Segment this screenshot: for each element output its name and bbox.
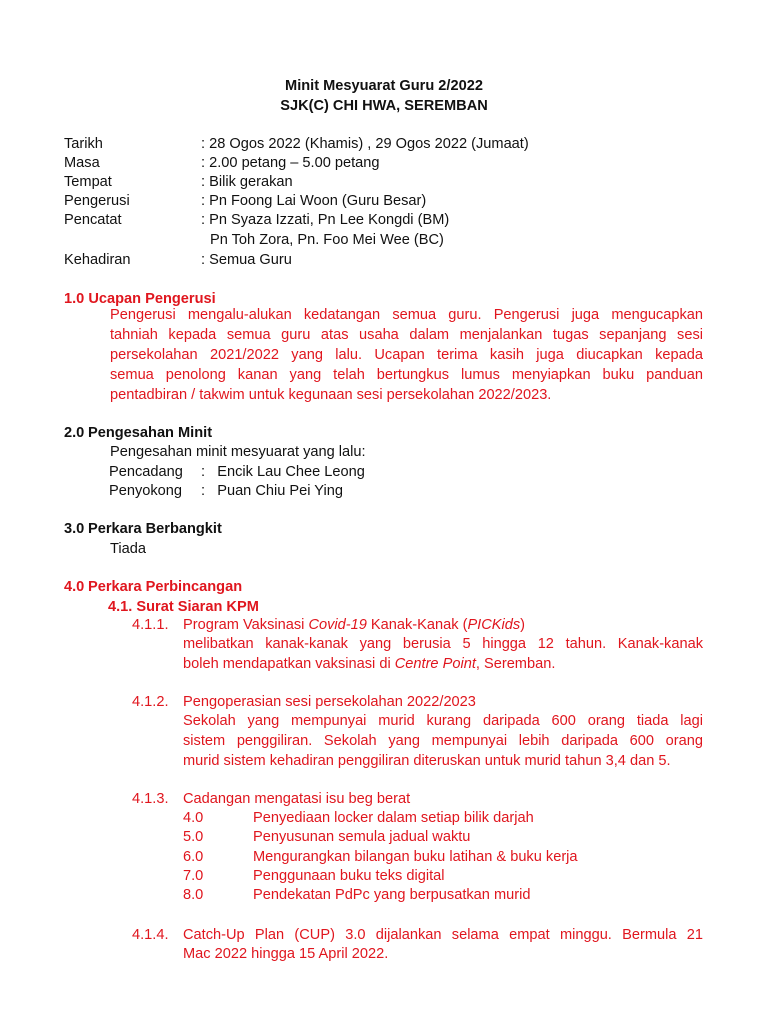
meta-value-pengerusi: : Pn Foong Lai Woon (Guru Besar) — [201, 193, 427, 209]
section-4-heading: Perkara Perbincangan — [88, 579, 243, 595]
item-4-1-1-text-part: , Seremban. — [475, 656, 556, 672]
list-item: Penggunaan buku teks digital — [253, 868, 445, 884]
pickids-term: PICKids — [467, 617, 521, 633]
meta-label-tarikh: Tarikh — [64, 136, 103, 152]
item-4-1-1-title — [183, 616, 525, 635]
section-4-number: 4.0 — [64, 579, 85, 595]
section-1-line: semua penolong kanan yang telah bertungkus lumus menyiapkan buku panduan — [110, 367, 703, 383]
item-4-1-1-title-part: Kanak-Kanak ( — [366, 617, 468, 633]
section-1-line: persekolahan 2021/2022 yang lalu. Ucapan terima kasih juga diucapkan kepada — [110, 347, 703, 363]
list-number: 4.0 — [183, 810, 204, 826]
list-number: 6.0 — [183, 849, 204, 865]
meta-value-pencatat-line2: Pn Toh Zora, Pn. Foo Mei Wee (BC) — [210, 232, 444, 248]
item-4-1-1-line — [183, 655, 555, 674]
list-item: Mengurangkan bilangan buku latihan & buku kerja — [253, 849, 578, 865]
meta-value-pencatat: : Pn Syaza Izzati, Pn Lee Kongdi (BM) — [201, 212, 450, 228]
item-4-1-4-line: Mac 2022 hingga 15 April 2022. — [183, 946, 389, 962]
subsection-4-1-heading: 4.1. Surat Siaran KPM — [108, 599, 259, 615]
section-3-body: Tiada — [110, 541, 146, 557]
section-1-heading: 1.0 Ucapan Pengerusi — [64, 291, 216, 307]
meta-label-tempat: Tempat — [64, 174, 112, 190]
item-4-1-2-title: Pengoperasian sesi persekolahan 2022/2023 — [183, 694, 476, 710]
meta-value-masa: : 2.00 petang – 5.00 petang — [201, 155, 380, 171]
list-item: Penyediaan locker dalam setiap bilik darjah — [253, 810, 534, 826]
list-number: 7.0 — [183, 868, 204, 884]
pencadang-value: : Encik Lau Chee Leong — [201, 464, 365, 480]
penyokong-value: : Puan Chiu Pei Ying — [201, 483, 343, 499]
item-4-1-4-number: 4.1.4. — [132, 927, 169, 943]
meta-value-tarikh: : 28 Ogos 2022 (Khamis) , 29 Ogos 2022 (Jumaat) — [201, 136, 529, 152]
item-4-1-3-number: 4.1.3. — [132, 791, 169, 807]
meta-label-kehadiran: Kehadiran — [64, 252, 131, 268]
item-4-1-1-number: 4.1.1. — [132, 617, 169, 633]
school-name: SJK(C) CHI HWA, SEREMBAN — [280, 98, 488, 114]
pencadang-label: Pencadang — [109, 464, 183, 480]
item-4-1-1-text-part: boleh mendapatkan vaksinasi di — [183, 656, 395, 672]
list-item: Pendekatan PdPc yang berpusatkan murid — [253, 887, 531, 903]
section-1-line: tahniah kepada semua guru atas usaha dalam menjalankan tugas sepanjang sesi — [110, 327, 703, 343]
list-item: Penyusunan semula jadual waktu — [253, 829, 471, 845]
item-4-1-4-line: Catch-Up Plan (CUP) 3.0 dijalankan selama empat minggu. Bermula 21 — [183, 927, 703, 943]
item-4-1-3-title: Cadangan mengatasi isu beg berat — [183, 791, 411, 807]
item-4-1-2-line: murid sistem kehadiran penggiliran diteruskan untuk murid tahun 3,4 dan 5. — [183, 753, 671, 769]
item-4-1-2-line: sistem penggiliran. Sekolah yang mempunyai lebih daripada 600 orang — [183, 733, 703, 749]
document-title: Minit Mesyuarat Guru 2/2022 — [285, 78, 483, 94]
section-2-heading: Pengesahan Minit — [88, 425, 213, 441]
covid-term: Covid-19 — [308, 617, 367, 633]
list-number: 5.0 — [183, 829, 204, 845]
meta-label-pencatat: Pencatat — [64, 212, 122, 228]
section-2-number: 2.0 — [64, 425, 85, 441]
item-4-1-2-line: Sekolah yang mempunyai murid kurang daripada 600 orang tiada lagi — [183, 713, 703, 729]
section-3-number: 3.0 — [64, 521, 85, 537]
item-4-1-1-title-part: Program Vaksinasi — [183, 617, 309, 633]
meta-label-pengerusi: Pengerusi — [64, 193, 130, 209]
meta-value-tempat: : Bilik gerakan — [201, 174, 293, 190]
section-3-heading: Perkara Berbangkit — [88, 521, 222, 537]
item-4-1-1-title-part: ) — [520, 617, 526, 633]
item-4-1-2-number: 4.1.2. — [132, 694, 169, 710]
item-4-1-1-line: melibatkan kanak-kanak yang berusia 5 hingga 12 tahun. Kanak-kanak — [183, 636, 703, 652]
meta-value-kehadiran: : Semua Guru — [201, 252, 292, 268]
penyokong-label: Penyokong — [109, 483, 183, 499]
meta-label-masa: Masa — [64, 155, 100, 171]
section-1-line: Pengerusi mengalu-alukan kedatangan semua guru. Pengerusi juga mengucapkan — [110, 307, 703, 323]
centre-point-term: Centre Point — [394, 656, 476, 672]
list-number: 8.0 — [183, 887, 204, 903]
section-1-line: pentadbiran / takwim untuk kegunaan sesi persekolahan 2022/2023. — [110, 387, 552, 403]
section-2-intro: Pengesahan minit mesyuarat yang lalu: — [110, 444, 366, 460]
